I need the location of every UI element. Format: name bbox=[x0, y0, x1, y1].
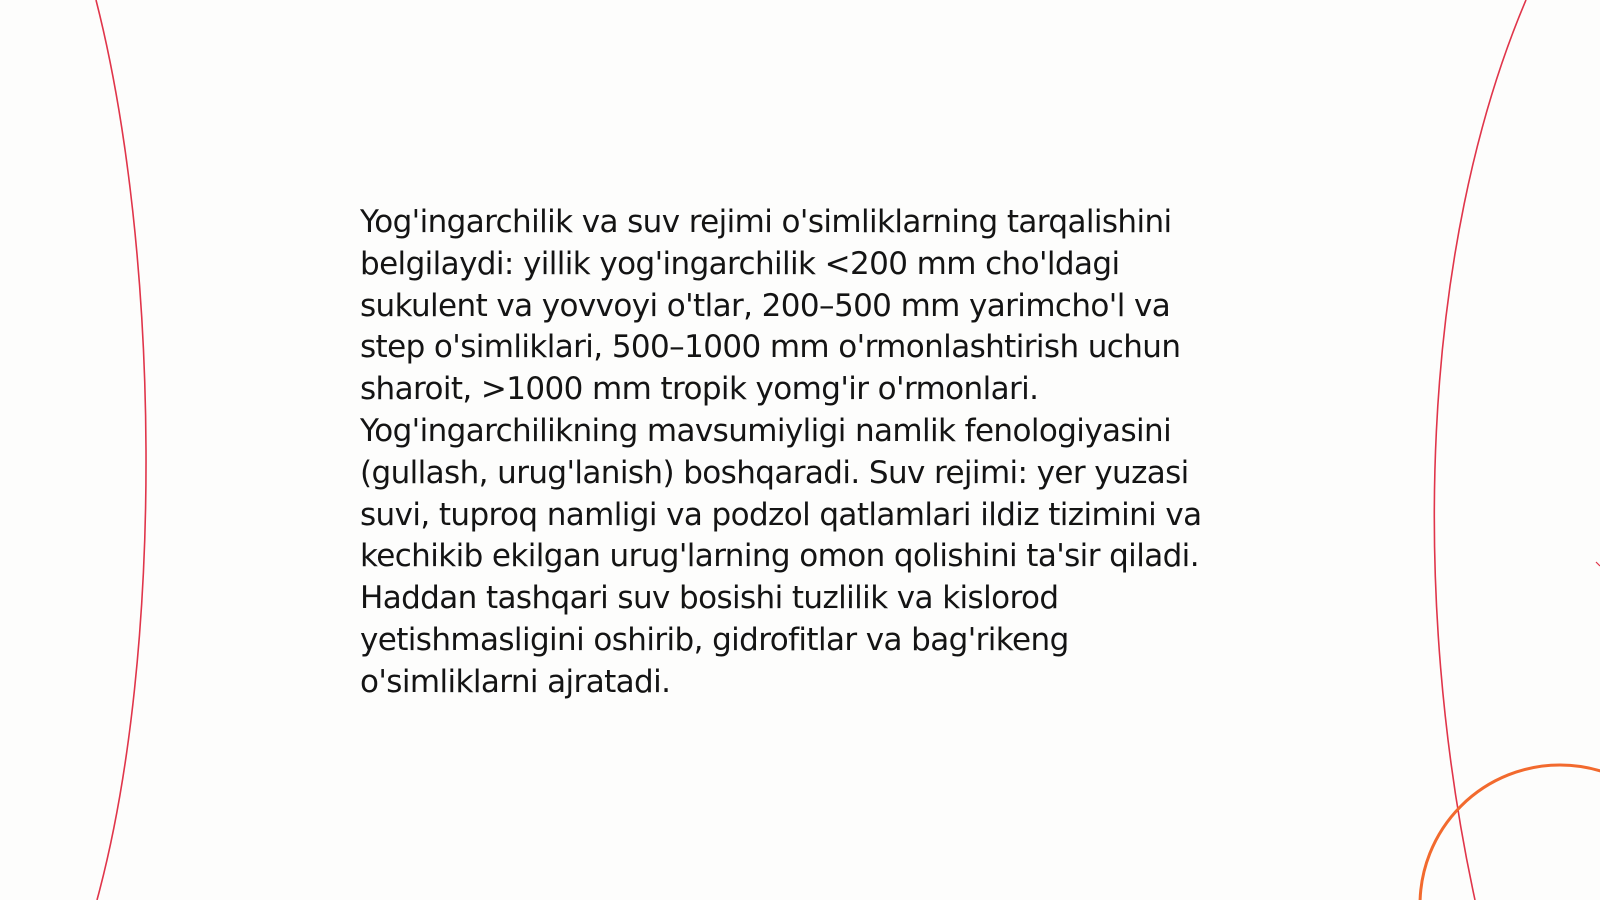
left-red-arc bbox=[96, 0, 146, 900]
body-text: Yog'ingarchilik va suv rejimi o'simliklarning tarqalishini belgilaydi: yillik yog'ingarchilik <200 mm cho'ldagi sukulent va yovvoyi o'tlar, 200–500 mm yarimcho'l va step o'simliklari, 500–1000 mm o'rmonlashtirish uchun sharoit, >1000 mm tropik yomg'ir o'rmonlari. Yog'ingarchilikning mavsumiyligi namlik fenologiyasini (gullash, urug'lanish) boshqaradi. Suv rejimi: yer yuzasi suvi, tuproq namligi va podzol qatlamlari ildiz tizimini va kechikib ekilgan urug'larning omon qolishini ta'sir qiladi. Haddan tashqari suv bosishi tuzlilik va kislorod yetishmasligini oshirib, gidrofitlar va bag'rikeng o'simliklarni ajratadi. bbox=[360, 204, 1202, 700]
right-red-arc bbox=[1434, 0, 1526, 900]
orange-circle-arc bbox=[1420, 765, 1600, 900]
small-mark bbox=[1596, 562, 1600, 566]
